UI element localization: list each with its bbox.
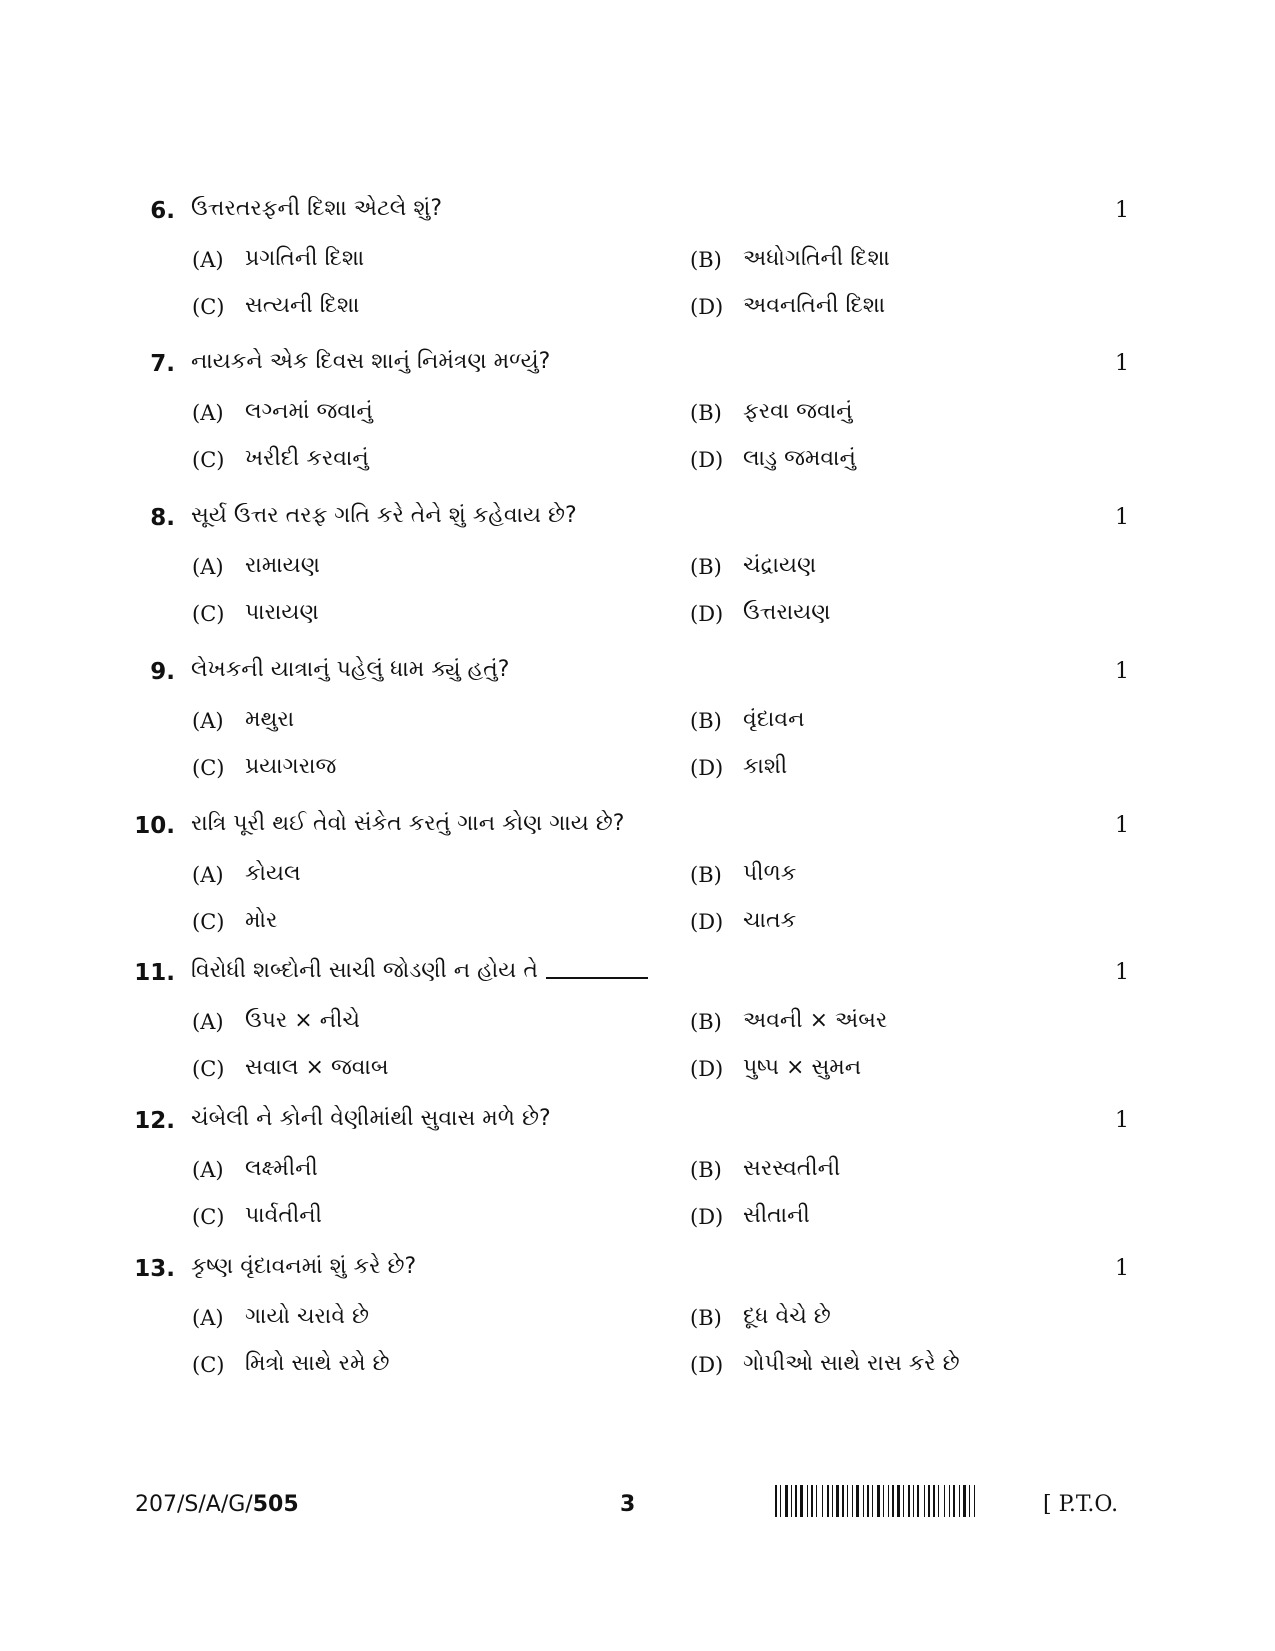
question-text: સૂર્ય ઉત્તર તરફ ગતિ કરે તેને શું કહેવાય છે? <box>191 503 577 528</box>
option-label: (A) <box>192 1158 224 1182</box>
option-text: સત્યની દિશા <box>245 293 360 318</box>
option-text: લગ્નમાં જવાનું <box>245 399 373 424</box>
option-label: (A) <box>192 1010 224 1034</box>
option-label: (C) <box>192 756 225 780</box>
question-9 <box>0 651 1275 811</box>
option-label: (D) <box>690 910 724 934</box>
option-label: (B) <box>690 1158 722 1182</box>
option-label: (B) <box>690 1306 722 1330</box>
question-number: 7. <box>150 351 175 377</box>
barcode-bar <box>775 1485 777 1517</box>
barcode-bar <box>938 1485 939 1517</box>
option-text: પ્રગતિની દિશા <box>245 246 365 271</box>
question-marks: 1 <box>1115 1108 1129 1133</box>
pto-label: [ P.T.O. <box>1043 1492 1119 1517</box>
option-label: (C) <box>192 1205 225 1229</box>
question-marks: 1 <box>1115 813 1129 838</box>
question-marks: 1 <box>1115 505 1129 530</box>
barcode-bar <box>933 1485 935 1517</box>
option-label: (C) <box>192 448 225 472</box>
question-text: ચંબેલી ને કોની વેણીમાંથી સુવાસ મળે છે? <box>191 1106 551 1131</box>
question-marks: 1 <box>1115 1256 1129 1281</box>
barcode-bar <box>908 1485 910 1517</box>
option-text: પ્રયાગરાજ <box>245 754 337 779</box>
question-text-wrap <box>191 958 648 983</box>
answer-blank-line <box>546 977 648 979</box>
barcode-bar <box>963 1485 966 1517</box>
question-7 <box>0 343 1275 503</box>
barcode-bar <box>949 1485 950 1517</box>
option-text: ગાયો ચરાવે છે <box>245 1304 370 1329</box>
barcode-bar <box>816 1485 817 1517</box>
question-number: 12. <box>134 1108 175 1134</box>
option-text: લક્ષ્મીની <box>245 1156 318 1181</box>
option-text: ખરીદી કરવાનું <box>245 446 369 471</box>
option-label: (D) <box>690 295 724 319</box>
barcode-bar <box>795 1485 797 1517</box>
barcode-bar <box>807 1485 808 1517</box>
option-label: (A) <box>192 555 224 579</box>
option-label: (C) <box>192 1057 225 1081</box>
option-text: સવાલ × જવાબ <box>245 1055 389 1080</box>
paper-code <box>135 1492 299 1517</box>
option-label: (D) <box>690 448 724 472</box>
option-text: ઉપર × નીચે <box>245 1008 360 1033</box>
question-marks: 1 <box>1115 198 1129 223</box>
option-label: (D) <box>690 1353 724 1377</box>
barcode-bar <box>917 1485 919 1517</box>
option-label: (B) <box>690 1010 722 1034</box>
barcode-bar <box>959 1485 960 1517</box>
question-8 <box>0 497 1275 657</box>
barcode-bar <box>974 1485 975 1517</box>
option-label: (B) <box>690 248 722 272</box>
barcode-bar <box>780 1485 781 1517</box>
question-10 <box>0 805 1275 965</box>
option-label: (D) <box>690 1205 724 1229</box>
option-label: (C) <box>192 295 225 319</box>
question-text: ઉત્તરતરફની દિશા એટલે શું? <box>191 196 443 221</box>
question-number: 6. <box>150 198 175 224</box>
barcode-bar <box>867 1485 869 1517</box>
option-text: રામાયણ <box>245 553 320 578</box>
option-label: (C) <box>192 910 225 934</box>
barcode-bar <box>877 1485 880 1517</box>
paper-code-prefix: 207/S/A/G/ <box>135 1492 253 1517</box>
question-11 <box>0 952 1275 1112</box>
barcode-bar <box>832 1485 833 1517</box>
question-marks: 1 <box>1115 659 1129 684</box>
barcode-bar <box>811 1485 813 1517</box>
option-label: (A) <box>192 863 224 887</box>
question-6 <box>0 190 1275 350</box>
barcode-bar <box>892 1485 894 1517</box>
option-text: ચંદ્રાયણ <box>743 553 817 578</box>
option-label: (C) <box>192 1353 225 1377</box>
option-text: અવની × અંબર <box>743 1008 888 1033</box>
question-number: 13. <box>134 1256 175 1282</box>
question-number: 11. <box>134 960 175 986</box>
question-marks: 1 <box>1115 960 1129 985</box>
barcode-bar <box>822 1485 823 1517</box>
barcode-bar <box>928 1485 930 1517</box>
barcode-bar <box>800 1485 803 1517</box>
barcode-bar <box>953 1485 955 1517</box>
barcode-bar <box>897 1485 900 1517</box>
barcode-bar <box>913 1485 914 1517</box>
option-text: પારાયણ <box>245 600 319 625</box>
option-text: મોર <box>245 908 278 933</box>
option-label: (A) <box>192 709 224 733</box>
barcode-bar <box>969 1485 970 1517</box>
barcode-bar <box>785 1485 788 1517</box>
barcode-bar <box>903 1485 904 1517</box>
paper-code-number: 505 <box>252 1492 299 1517</box>
option-text: વૃંદાવન <box>743 707 805 732</box>
question-text: વિરોધી શબ્દોની સાચી જોડણી ન હોય તે <box>191 958 538 983</box>
option-label: (D) <box>690 756 724 780</box>
option-text: પુષ્પ × સુમન <box>743 1055 862 1080</box>
option-text: ગોપીઓ સાથે રાસ કરે છે <box>743 1351 960 1376</box>
option-text: લાડુ જમવાનું <box>743 446 856 471</box>
option-label: (B) <box>690 401 722 425</box>
option-label: (D) <box>690 1057 724 1081</box>
barcode-bar <box>944 1485 945 1517</box>
option-label: (B) <box>690 709 722 733</box>
option-label: (C) <box>192 602 225 626</box>
option-label: (B) <box>690 555 722 579</box>
barcode-bar <box>791 1485 792 1517</box>
option-text: ઉત્તરાયણ <box>743 600 831 625</box>
barcode-bar <box>856 1485 859 1517</box>
barcode-bar <box>883 1485 884 1517</box>
option-text: ફરવા જવાનું <box>743 399 853 424</box>
barcode-image <box>775 1485 1033 1517</box>
page-number: 3 <box>620 1492 636 1517</box>
option-text: અવનતિની દિશા <box>743 293 886 318</box>
question-marks: 1 <box>1115 351 1129 376</box>
option-label: (A) <box>192 248 224 272</box>
option-text: કાશી <box>743 754 788 779</box>
barcode-bar <box>847 1485 848 1517</box>
barcode-bar <box>888 1485 889 1517</box>
question-12 <box>0 1100 1275 1260</box>
option-label: (D) <box>690 602 724 626</box>
option-text: સરસ્વતીની <box>743 1156 841 1181</box>
option-text: પીળક <box>743 861 797 886</box>
option-label: (A) <box>192 1306 224 1330</box>
option-text: પાર્વતીની <box>245 1203 322 1228</box>
barcode-bar <box>863 1485 864 1517</box>
barcode-bar <box>836 1485 839 1517</box>
barcode-bar <box>852 1485 853 1517</box>
question-13 <box>0 1248 1275 1408</box>
option-text: કોયલ <box>245 861 301 886</box>
barcode-bar <box>842 1485 844 1517</box>
barcode-bar <box>924 1485 925 1517</box>
option-label: (B) <box>690 863 722 887</box>
question-text: નાયકને એક દિવસ શાનું નિમંત્રણ મળ્યું? <box>191 349 551 374</box>
option-text: મિત્રો સાથે રમે છે <box>245 1351 390 1376</box>
option-text: ચાતક <box>743 908 797 933</box>
barcode-bar <box>872 1485 873 1517</box>
question-text: રાત્રિ પૂરી થઈ તેવો સંકેત કરતું ગાન કોણ ગાય છે? <box>191 811 625 836</box>
option-label: (A) <box>192 401 224 425</box>
option-text: દૂધ વેચે છે <box>743 1304 831 1329</box>
question-number: 9. <box>150 659 175 685</box>
question-text: કૃષ્ણ વૃંદાવનમાં શું કરે છે? <box>191 1254 417 1279</box>
option-text: સીતાની <box>743 1203 810 1228</box>
option-text: મથુરા <box>245 707 295 732</box>
question-number: 10. <box>134 813 175 839</box>
option-text: અધોગતિની દિશા <box>743 246 890 271</box>
question-text: લેખકની યાત્રાનું પહેલું ધામ ક્યું હતું? <box>191 657 510 682</box>
barcode-bar <box>827 1485 829 1517</box>
question-number: 8. <box>150 505 175 531</box>
